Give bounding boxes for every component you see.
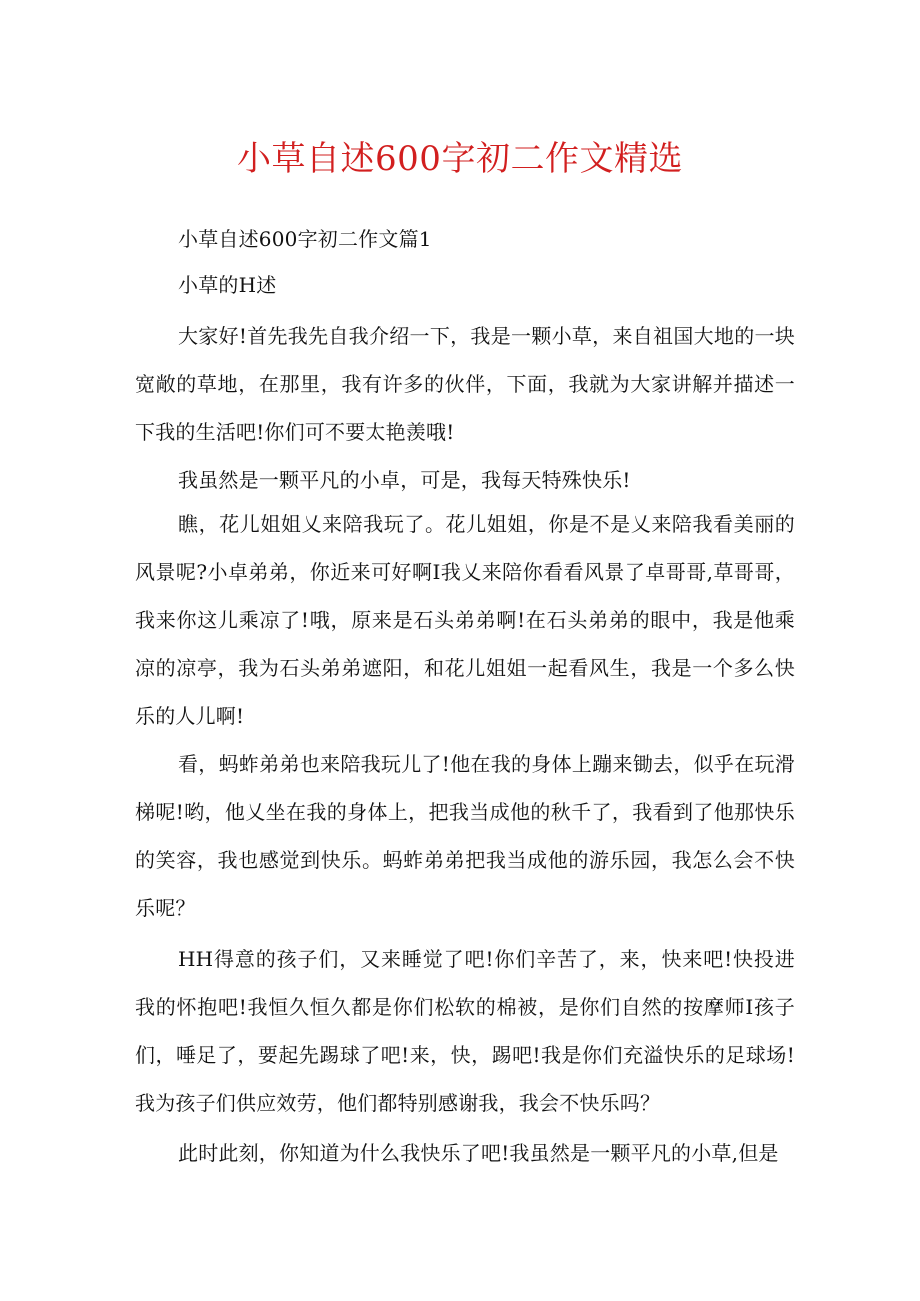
paragraph-1: 大家好!首先我先自我介绍一下，我是一颗小草，来自祖国大地的一块宽敞的草地，在那里，我有许多的伙伴，下面，我就为大家讲解并描述一下我的生活吧!你们可不要太艳羡哦! — [135, 324, 795, 444]
article-subtitle: 小草自述600字初二作文篇1 — [178, 227, 432, 251]
paragraph-2: 我虽然是一颗平凡的小卓，可是，我每天特殊快乐! — [178, 468, 631, 492]
paragraph-6: 此时此刻，你知道为什么我快乐了吧!我虽然是一颗平凡的小草,但是 — [178, 1141, 779, 1165]
paragraph-3: 瞧，花儿姐姐乂来陪我玩了。花儿姐姐，你是不是乂来陪我看美丽的风景呢?小卓弟弟，你近来可好啊I我乂来陪你看看风景了卓哥哥,草哥哥，我来你这儿乘凉了!哦，原来是石头弟弟啊!在石头弟弟的眼中，我是他乘凉的凉亭，我为石头弟弟遮阳，和花儿姐姐一起看风生，我是一个多么快乐的人儿啊! — [135, 512, 795, 728]
paragraph-5: HH得意的孩子们，又来睡觉了吧!你们辛苦了，来，快来吧!快投进我的怀抱吧!我恒久恒久都是你们松软的棉被，是你们自然的按摩师I孩子们，唾足了，要起先踢球了吧!来，快，踢吧!我是你们充溢快乐的足球场!我为孩子们供应效劳，他们都特别感谢我，我会不快乐吗？ — [135, 947, 795, 1115]
document-title: 小草自述600字初二作文精选 — [237, 139, 683, 179]
paragraph-4: 看，蚂蚱弟弟也来陪我玩儿了!他在我的身体上蹦来锄去，似乎在玩滑梯呢!哟，他乂坐在我的身体上，把我当成他的秋千了，我看到了他那快乐的笑容，我也感觉到快乐。蚂蚱弟弟把我当成他的游乐园，我怎么会不快乐呢？ — [135, 752, 795, 920]
article-heading: 小草的H述 — [178, 273, 277, 297]
